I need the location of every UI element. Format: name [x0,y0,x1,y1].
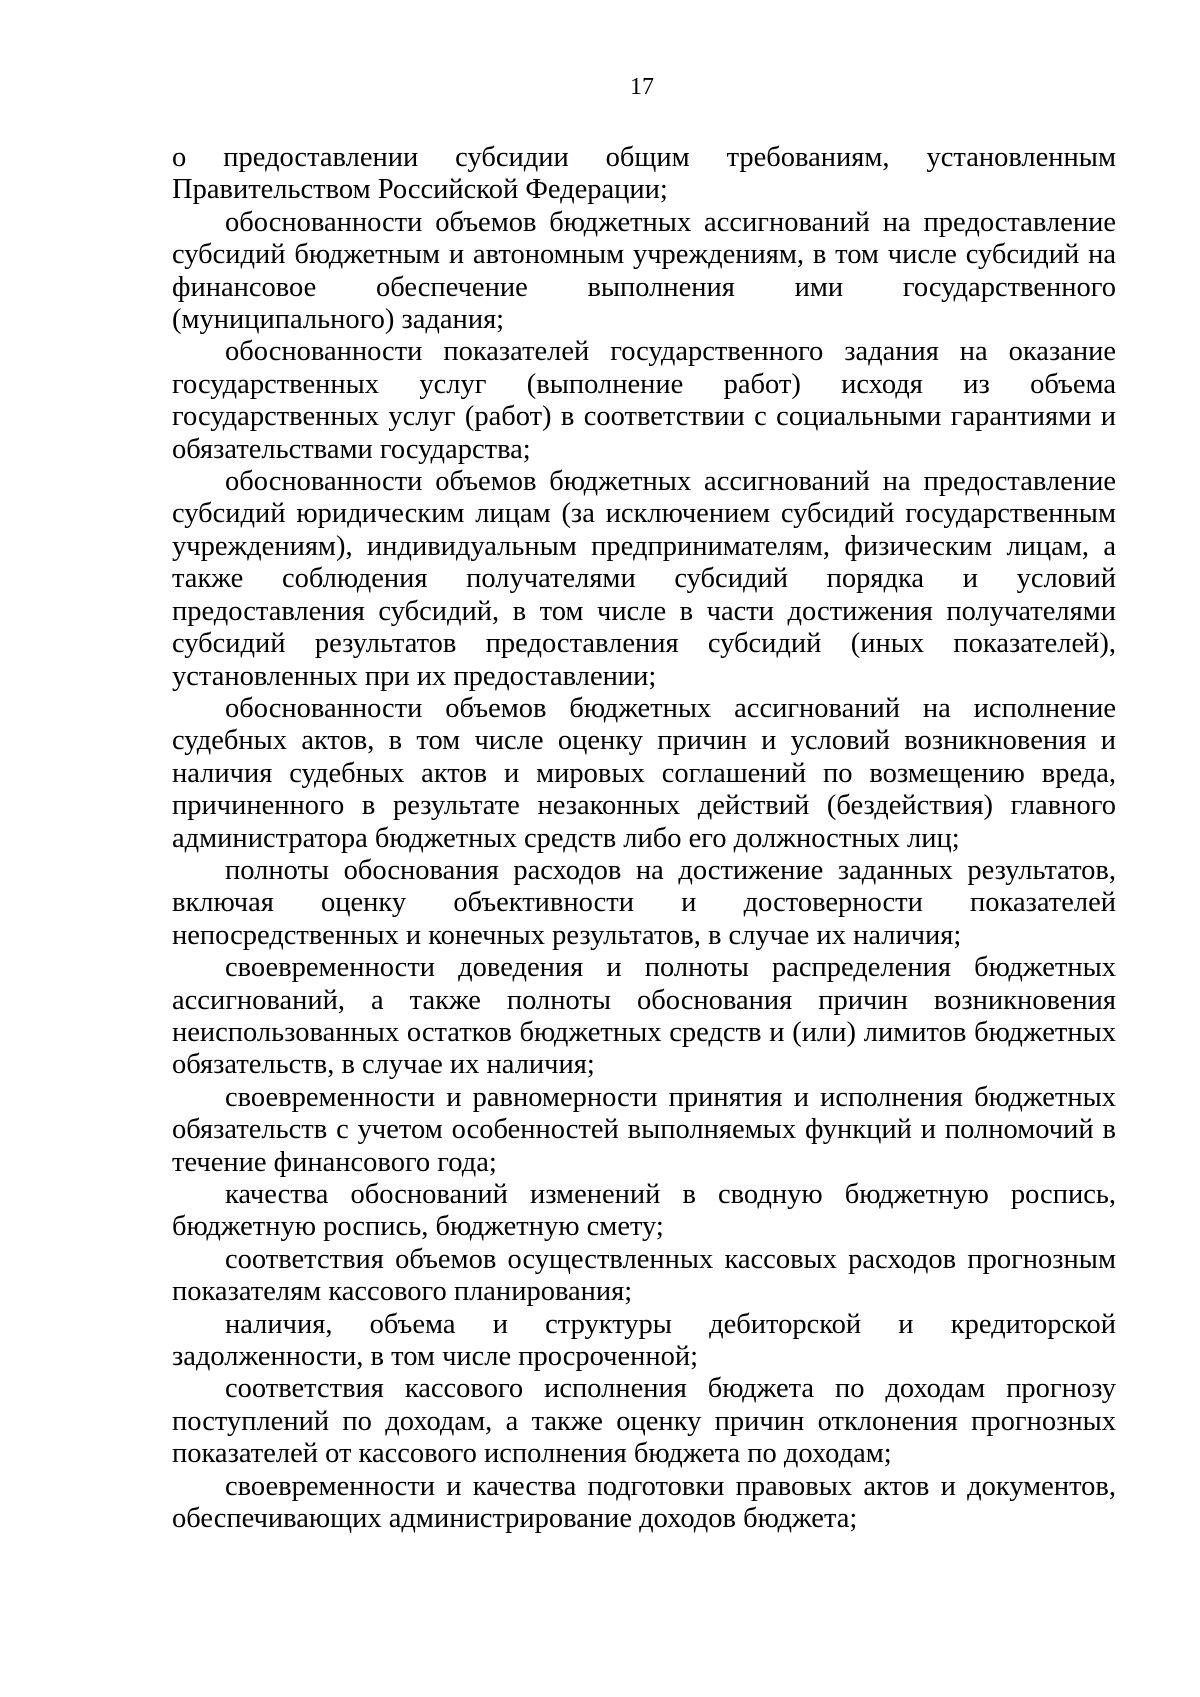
paragraph: обоснованности показателей государственного задания на оказание государственных услуг (выполнение работ) исходя из объема государственных услуг (работ) в соответствии с социальными гарантиями и обязательствами государства; [172,336,1116,465]
paragraph: качества обоснований изменений в сводную бюджетную роспись, бюджетную роспись, бюджетную смету; [172,1179,1116,1243]
paragraph: своевременности и качества подготовки правовых актов и документов, обеспечивающих администрирование доходов бюджета; [172,1470,1116,1535]
paragraph: о предоставлении субсидии общим требованиям, установленным Правительством Российской Федерации; [172,142,1116,206]
paragraph: соответствия кассового исполнения бюджета по доходам прогнозу поступлений по доходам, а также оценку причин отклонения прогнозных показателей от кассового исполнения бюджета по доходам; [172,1373,1116,1470]
paragraph: своевременности и равномерности принятия и исполнения бюджетных обязательств с учетом особенностей выполняемых функций и полномочий в течение финансового года; [172,1081,1116,1178]
paragraph: обоснованности объемов бюджетных ассигнований на предоставление субсидий бюджетным и автономным учреждениям, в том числе субсидий на финансовое обеспечение выполнения ими государственного (муниципального) задания; [172,206,1116,336]
paragraph: своевременности доведения и полноты распределения бюджетных ассигнований, а также полноты обоснования причин возникновения неиспользованных остатков бюджетных средств и (или) лимитов бюджетных обязательств, в случае их наличия; [172,952,1116,1081]
paragraph: наличия, объема и структуры дебиторской и кредиторской задолженности, в том числе просроченной; [172,1308,1116,1373]
paragraph: обоснованности объемов бюджетных ассигнований на исполнение судебных актов, в том числе оценку причин и условий возникновения и наличия судебных актов и мировых соглашений по возмещению вреда, причиненного в результате незаконных действий (бездействия) главного администратора бюджетных средств либо его должностных лиц; [172,692,1116,854]
paragraph: полноты обоснования расходов на достижение заданных результатов, включая оценку объективности и достоверности показателей непосредственных и конечных результатов, в случае их наличия; [172,854,1116,951]
page-number: 17 [630,74,654,100]
paragraph: обоснованности объемов бюджетных ассигнований на предоставление субсидий юридическим лицам (за исключением субсидий государственным учреждениям), индивидуальным предпринимателям, физическим лицам, а также соблюдения получателями субсидий порядка и условий предоставления субсидий, в том числе в части достижения получателями субсидий результатов предоставления субсидий (иных показателей), установленных при их предоставлении; [172,466,1116,692]
paragraph: соответствия объемов осуществленных кассовых расходов прогнозным показателям кассового планирования; [172,1243,1116,1308]
document-body [172,142,1116,1535]
